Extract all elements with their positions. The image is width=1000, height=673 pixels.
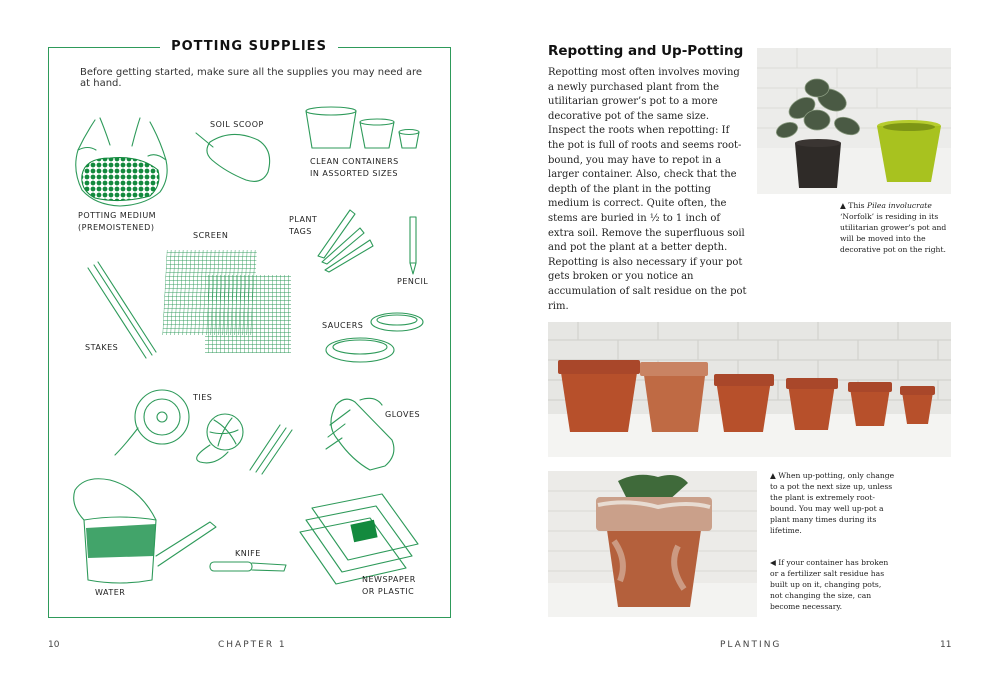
label-ties: TIES	[193, 393, 213, 402]
section-title: Repotting and Up-Potting	[548, 43, 744, 59]
plant-tags-illustration	[318, 210, 373, 272]
caption-pilea	[840, 200, 955, 255]
label-containers-line2: IN ASSORTED SIZES	[310, 169, 398, 178]
newspaper-print	[350, 520, 377, 543]
photo-terracotta-row	[548, 322, 951, 457]
potting-medium-soil	[82, 158, 159, 201]
caption-salt-residue: ◀ If your container has broken or a fertilizer salt residue has built up on it, changing pots, not changing the size, can become necessary.	[770, 558, 889, 611]
section-body: Repotting most often involves moving a newly purchased plant from the utilitarian grower’s pot to a more decorative pot of the same size. Inspect the roots when repotting: If the pot is full of roots and seems root-bound, you may have to repot in a larger container. Also, check that the depth of the plant in the potting medium is correct. Quite often, the stems are buried in ½ to 1 inch of extra soil. Remove the superfluous soil and pot the plant at a better depth. Repotting is also necessary if your pot gets broken or you notice an accumulation of salt residue on the pot rim.	[548, 67, 747, 312]
label-tags-line2: TAGS	[289, 227, 312, 236]
clean-containers-illustration	[306, 107, 419, 148]
label-tags-line1: PLANT	[289, 215, 318, 224]
caption-pilea-arrow: ▲	[840, 201, 846, 210]
gloves-illustration	[326, 398, 394, 470]
watering-can-water	[86, 524, 156, 558]
photo-salt-residue-pot	[548, 471, 757, 617]
label-newspaper-line2: OR PLASTIC	[362, 587, 415, 596]
panel-intro: Before getting started, make sure all the supplies you may need are at hand.	[80, 67, 423, 89]
label-gloves: GLOVES	[385, 410, 421, 419]
label-medium-line1: POTTING MEDIUM	[78, 211, 157, 220]
caption-pilea-post: ‘Norfolk’ is residing in its utilitarian grower’s pot and will be moved into the decorative pot on the right.	[840, 212, 947, 254]
label-pencil: PENCIL	[397, 277, 429, 286]
caption-up-potting: ▲ When up-potting, only change to a pot the next size up, unless the plant is extremely root-bound. You may well up-pot a plant many times during its lifetime.	[770, 471, 895, 535]
label-containers-line1: CLEAN CONTAINERS	[310, 157, 399, 166]
left-page-number: 10	[48, 640, 60, 650]
caption-pilea-pre: This	[845, 201, 867, 210]
right-running-head: PLANTING	[720, 640, 782, 650]
photo-pilea-pots	[757, 48, 951, 194]
pencil-illustration	[410, 217, 416, 274]
left-running-head: CHAPTER 1	[218, 640, 287, 650]
label-saucers: SAUCERS	[322, 321, 364, 330]
label-soil-scoop: SOIL SCOOP	[210, 120, 264, 129]
soil-scoop-illustration	[196, 133, 270, 181]
label-screen: SCREEN	[193, 231, 229, 240]
right-page-number: 11	[940, 640, 952, 650]
label-stakes: STAKES	[85, 343, 119, 352]
label-knife: KNIFE	[235, 549, 261, 558]
label-water: WATER	[95, 588, 126, 597]
label-medium-line2: (PREMOISTENED)	[78, 223, 155, 232]
panel-title: POTTING SUPPLIES	[160, 39, 338, 57]
caption-pilea-species: Pilea involucrate	[866, 201, 932, 210]
knife-illustration	[210, 562, 286, 571]
label-newspaper-line1: NEWSPAPER	[362, 575, 416, 584]
screen-mesh-front	[205, 275, 291, 353]
